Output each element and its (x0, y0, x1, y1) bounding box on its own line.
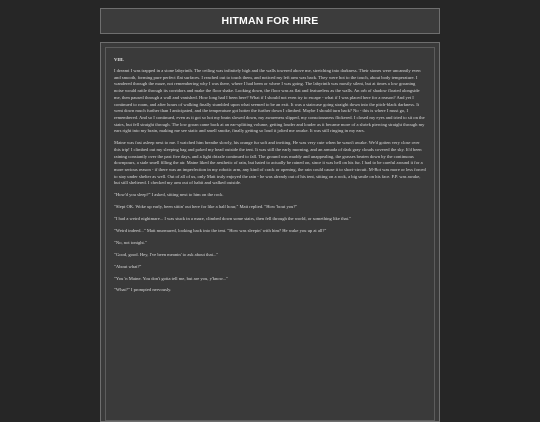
story-paragraph: "I had a weird nightmare... I was stuck in a maze, climbed down some stairs, then fell through the world, or something like that." (114, 216, 351, 222)
story-panel (100, 42, 440, 422)
site-title: HITMAN FOR HIRE (221, 15, 319, 27)
chapter-heading: VIII. (114, 57, 124, 62)
story-paragraph: "Good, good. Hey, I've been meanin' to ask about that..." (114, 251, 219, 257)
story-paragraph: I dreamt I was trapped in a stone labyrinth. The ceiling was infinitely high and the walls towered above me, stretching into darkness. Their stones were uncannily even and smooth, forming pure perfect flat surfaces. I reached out to touch them, and noticed my left arm was back. They were hot to the touch, about body temperature. I wandered through the maze, not remembering why I was there, where I had been or where I was going. The labyrinth was mostly silent, but at times a low groaning noise would rattle through its corridors and make the floor shake. Looking down, the floor was as flat and featureless as the walls. An orb of shadow floated alongside me, then paused through a wall and vanished. How long had I been here? What if I should not even try to escape - what if I was placed here for a reason? And yet I continued to roam, and after hours of walking finally stumbled upon what seemed to be an exit. It was a staircase going straight down into the pitch-black darkness. It went down much further than I anticipated, and the temperature got hotter the further down I climbed. Maybe I should turn back? No - this is where I must go, I remembered. And so I continued, even as it got so hot my brain slowed down, my awareness slipped, my consciousness flickered. I closed my eyes and tried to sit on the stairs, but fell straight through. The low groan came back at an ear-splitting volume, getting louder and louder as it became more of a shriek piercing straight through my ears right into my brain, making me see static and smell smoke, finally getting so loud it jolted me awake. It was still ringing in my ears. (114, 68, 425, 134)
story-paragraph: "Weird indeed..." Matt murmured, looking back into the tent. "How was sleepin' with him? He wake you up at all?" (114, 228, 327, 233)
story-paragraph: "You 'n Maine. You don't gotta tell me, but are you, y'know..." (114, 275, 228, 281)
story-paragraph: "About what?" (114, 263, 142, 269)
story-paragraph: "Slept OK. Woke up early, been sittin' out here for like a half hour," Matt replied. "How 'bout you?" (114, 204, 298, 210)
page-header (100, 8, 440, 34)
story-paragraph: "What?" I prompted nervously. (114, 287, 172, 293)
story-paragraph: "No, not tonight." (114, 239, 147, 245)
story-content (105, 47, 435, 421)
story-paragraph: "How'd you sleep?" I asked, sitting next to him on the rock. (114, 192, 224, 198)
story-paragraph: Maine was fast asleep next to me. I watched him breathe slowly, his orange fur soft and inviting. He was very cute when he wasn't awake. We'd gotten very close over this trip! I climbed out my sleeping bag and poked my head outside the tent. It was still the early morning, and an armada of dark gray clouds covered the sky. It'd been raining constantly over the past five days, and a light drizzle continued to fall. The ground was muddy and unappealing, the grasses beaten down by the continuous downpours, a stale smell filling the air. Maine liked the aesthetic of rain, but hated to actually be rained on, since it was hell on his fur. I had to be careful around it for a more serious reason - if there was an imperfection in my robotic arm, any kind of crack or opening, the rain could cause it to short-circuit. M-Bot was more or less forced to stay under shelter as well. Out of all of us, only Matt truly enjoyed the rain - he was already out of his tent, sitting on a rock, a big smile on his face. F.P. was awake, but still sheltered. I checked my arm out of habit and walked outside. (114, 140, 426, 186)
